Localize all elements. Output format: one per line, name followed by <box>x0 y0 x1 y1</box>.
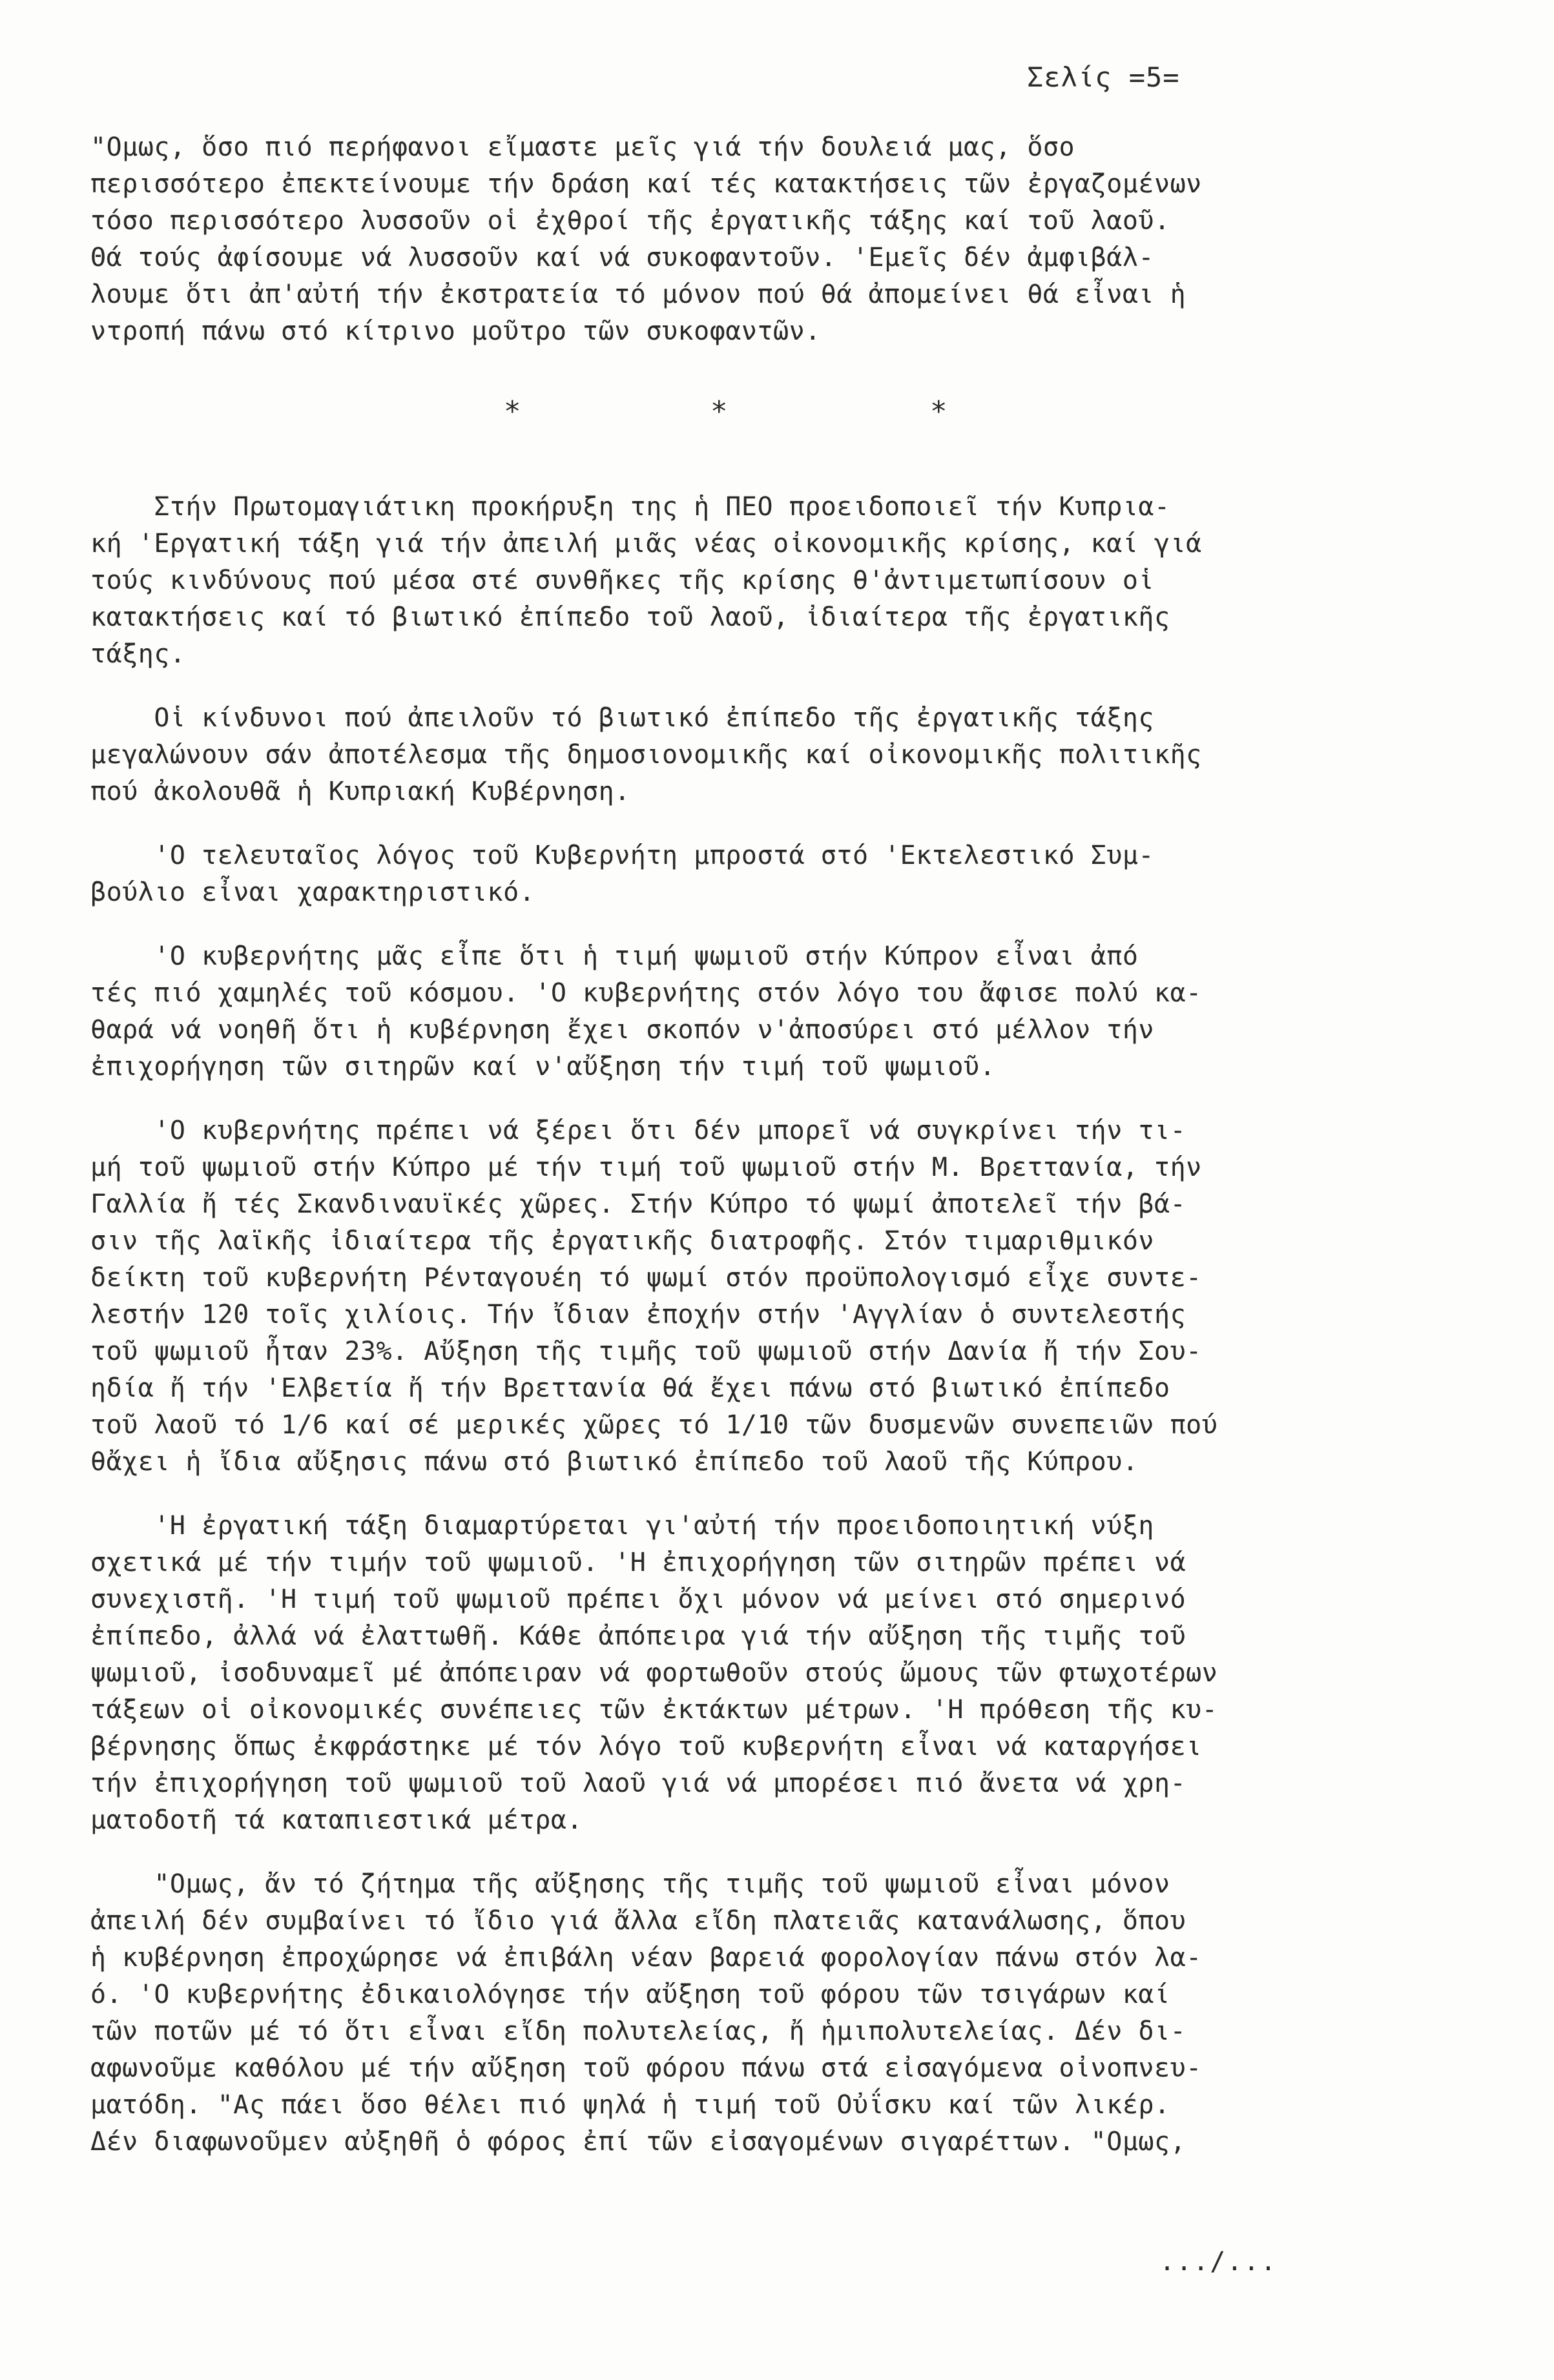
text-line: τάξεων οἱ οἰκονομικές συνέπειες τῶν ἐκτάκτων μέτρων. 'Η πρόθεση τῆς κυ- <box>90 1695 1218 1725</box>
text-line: λουμε ὅτι ἀπ'αὐτή τήν ἐκστρατεία τό μόνον πού θά ἀπομείνει θά εἶναι ἡ <box>90 280 1186 309</box>
text-line: δείκτη τοῦ κυβερνήτη Ρένταγουέη τό ψωμί στόν προϋπολογισμό εἶχε συντε- <box>90 1263 1202 1293</box>
text-line: τές πιό χαμηλές τοῦ κόσμου. 'Ο κυβερνήτης στόν λόγο του ἄφισε πολύ κα- <box>90 978 1202 1008</box>
text-line: ἡ κυβέρνηση ἐπροχώρησε νά ἐπιβάλη νέαν βαρειά φορολογίαν πάνω στόν λα- <box>90 1943 1202 1973</box>
text-line: βέρνησης ὅπως ἐκφράστηκε μέ τόν λόγο τοῦ κυβερνήτη εἶναι νά καταργήσει <box>90 1732 1202 1761</box>
text-line: αφωνοῦμε καθόλου μέ τήν αὔξηση τοῦ φόρου πάνω στά εἰσαγόμενα οἰνοπνευ- <box>90 2053 1202 2083</box>
text-line: βούλιο εἶναι χαρακτηριστικό. <box>90 877 535 907</box>
text-line: τοῦ ψωμιοῦ ἦταν 23%. Αὔξηση τῆς τιμῆς τοῦ ψωμιοῦ στήν Δανία ἤ τήν Σου- <box>90 1337 1202 1366</box>
paragraph-5 <box>90 938 1486 1085</box>
text-line: ἀπειλή δέν συμβαίνει τό ἴδιο γιά ἄλλα εἴδη πλατειᾶς κατανάλωσης, ὅπου <box>90 1906 1186 1936</box>
paragraph-1 <box>90 129 1486 350</box>
text-line: κή 'Εργατική τάξη γιά τήν ἀπειλή μιᾶς νέας οἰκονομικῆς κρίσης, καί γιά <box>90 529 1202 559</box>
text-line: Οἱ κίνδυνοι πού ἀπειλοῦν τό βιωτικό ἐπίπεδο τῆς ἐργατικῆς τάξης <box>90 703 1154 733</box>
text-line: 'Ο κυβερνήτης πρέπει νά ξέρει ὅτι δέν μπορεῖ νά συγκρίνει τήν τι- <box>90 1116 1186 1145</box>
text-line: τάξης. <box>90 639 186 669</box>
text-line: Γαλλία ἤ τές Σκανδιναυϊκές χῶρες. Στήν Κύπρο τό ψωμί ἀποτελεῖ τήν βά- <box>90 1189 1186 1219</box>
text-line: ἐπίπεδο, ἀλλά νά ἐλαττωθῆ. Κάθε ἀπόπειρα γιά τήν αὔξηση τῆς τιμῆς τοῦ <box>90 1621 1186 1651</box>
separator-star: * <box>930 395 948 428</box>
paragraph-3 <box>90 700 1486 810</box>
text-line: 'Ο τελευταῖος λόγος τοῦ Κυβερνήτη μπροστά στό 'Εκτελεστικό Συμ- <box>90 841 1154 870</box>
text-line: Στήν Πρωτομαγιάτικη προκήρυξη της ἡ ΠΕΟ προειδοποιεῖ τήν Κυπρια- <box>90 492 1170 522</box>
text-line: σχετικά μέ τήν τιμήν τοῦ ψωμιοῦ. 'Η ἐπιχορήγηση τῶν σιτηρῶν πρέπει νά <box>90 1548 1186 1577</box>
text-line: θἄχει ἡ ἴδια αὔξησις πάνω στό βιωτικό ἐπίπεδο τοῦ λαοῦ τῆς Κύπρου. <box>90 1447 1139 1477</box>
text-line: 'Ο κυβερνήτης μᾶς εἶπε ὅτι ἡ τιμή ψωμιοῦ στήν Κύπρον εἶναι ἀπό <box>90 941 1139 971</box>
text-line: 'Η ἐργατική τάξη διαμαρτύρεται γι'αὐτή τήν προειδοποιητική νύξη <box>90 1511 1154 1541</box>
separator-star: * <box>504 395 521 428</box>
text-line: κατακτήσεις καί τό βιωτικό ἐπίπεδο τοῦ λαοῦ, ἰδιαίτερα τῆς ἐργατικῆς <box>90 602 1170 632</box>
continued-mark: .../... <box>1159 2247 1278 2277</box>
paragraph-2 <box>90 489 1486 673</box>
text-line: ἐπιχορήγηση τῶν σιτηρῶν καί ν'αὔξηση τήν τιμή τοῦ ψωμιοῦ. <box>90 1052 996 1082</box>
paragraph-4 <box>90 837 1486 911</box>
text-line: περισσότερο ἐπεκτείνουμε τήν δράση καί τές κατακτήσεις τῶν ἐργαζομένων <box>90 169 1202 199</box>
text-line: μή τοῦ ψωμιοῦ στήν Κύπρο μέ τήν τιμή τοῦ ψωμιοῦ στήν Μ. Βρεττανία, τήν <box>90 1153 1202 1182</box>
paragraph-6 <box>90 1113 1486 1481</box>
text-line: Δέν διαφωνοῦμεν αὐξηθῆ ὁ φόρος ἐπί τῶν εἰσαγομένων σιγαρέττων. "Ομως, <box>90 2127 1186 2157</box>
paragraph-8 <box>90 1866 1486 2160</box>
page-number: Σελίς =5= <box>1027 61 1180 93</box>
text-line: τούς κινδύνους πού μέσα στέ συνθῆκες τῆς κρίσης θ'ἀντιμετωπίσουν οἱ <box>90 566 1154 595</box>
text-line: ματόδη. "Ας πάει ὅσο θέλει πιό ψηλά ἡ τιμή τοῦ Οὐΐσκυ καί τῶν λικέρ. <box>90 2090 1170 2120</box>
text-line: ματοδοτῆ τά καταπιεστικά μέτρα. <box>90 1805 583 1835</box>
text-line: λεστήν 120 τοῖς χιλίοις. Τήν ἴδιαν ἐποχήν στήν 'Αγγλίαν ὁ συντελεστής <box>90 1300 1186 1329</box>
text-line: μεγαλώνουν σάν ἀποτέλεσμα τῆς δημοσιονομικῆς καί οἰκονομικῆς πολιτικῆς <box>90 740 1202 770</box>
document-body <box>90 129 1486 2160</box>
text-line: Θά τούς ἀφίσουμε νά λυσσοῦν καί νά συκοφαντοῦν. 'Εμεῖς δέν ἀμφιβάλ- <box>90 243 1154 272</box>
paragraph-7 <box>90 1508 1486 1839</box>
text-line: συνεχιστῆ. 'Η τιμή τοῦ ψωμιοῦ πρέπει ὄχι μόνον νά μείνει στό σημερινό <box>90 1585 1186 1614</box>
text-line: τήν ἐπιχορήγηση τοῦ ψωμιοῦ τοῦ λαοῦ γιά νά μπορέσει πιό ἄνετα νά χρη- <box>90 1769 1186 1798</box>
text-line: πού ἀκολουθᾶ ἡ Κυπριακή Κυβέρνηση. <box>90 777 630 806</box>
text-line: τῶν ποτῶν μέ τό ὅτι εἶναι εἴδη πολυτελείας, ἤ ἡμιπολυτελείας. Δέν δι- <box>90 2016 1186 2046</box>
text-line: σιν τῆς λαϊκῆς ἰδιαίτερα τῆς ἐργατικῆς διατροφῆς. Στόν τιμαριθμικόν <box>90 1226 1154 1256</box>
text-line: ψωμιοῦ, ἰσοδυναμεῖ μέ ἀπόπειραν νά φορτωθοῦν στούς ὤμους τῶν φτωχοτέρων <box>90 1658 1218 1688</box>
text-line: τόσο περισσότερο λυσσοῦν οἱ ἐχθροί τῆς ἐργατικῆς τάξης καί τοῦ λαοῦ. <box>90 206 1170 236</box>
text-line: τοῦ λαοῦ τό 1/6 καί σέ μερικές χῶρες τό 1/10 τῶν δυσμενῶν συνεπειῶν πού <box>90 1410 1218 1440</box>
text-line: "Ομως, ὅσο πιό περήφανοι εἴμαστε μεῖς γιά τήν δουλειά μας, ὅσο <box>90 132 1075 162</box>
separator-star: * <box>710 395 728 428</box>
text-line: "Ομως, ἄν τό ζήτημα τῆς αὔξησης τῆς τιμῆς τοῦ ψωμιοῦ εἶναι μόνον <box>90 1869 1170 1899</box>
text-line: θαρά νά νοηθῆ ὅτι ἡ κυβέρνηση ἔχει σκοπόν ν'ἀποσύρει στό μέλλον τήν <box>90 1015 1154 1045</box>
text-line: ηδία ἤ τήν 'Ελβετία ἤ τήν Βρεττανία θά ἔχει πάνω στό βιωτικό ἐπίπεδο <box>90 1373 1170 1403</box>
section-separator <box>90 395 1486 434</box>
text-line: ό. 'Ο κυβερνήτης ἐδικαιολόγησε τήν αὔξηση τοῦ φόρου τῶν τσιγάρων καί <box>90 1980 1170 2009</box>
text-line: ντροπή πάνω στό κίτρινο μοῦτρο τῶν συκοφαντῶν. <box>90 316 821 346</box>
